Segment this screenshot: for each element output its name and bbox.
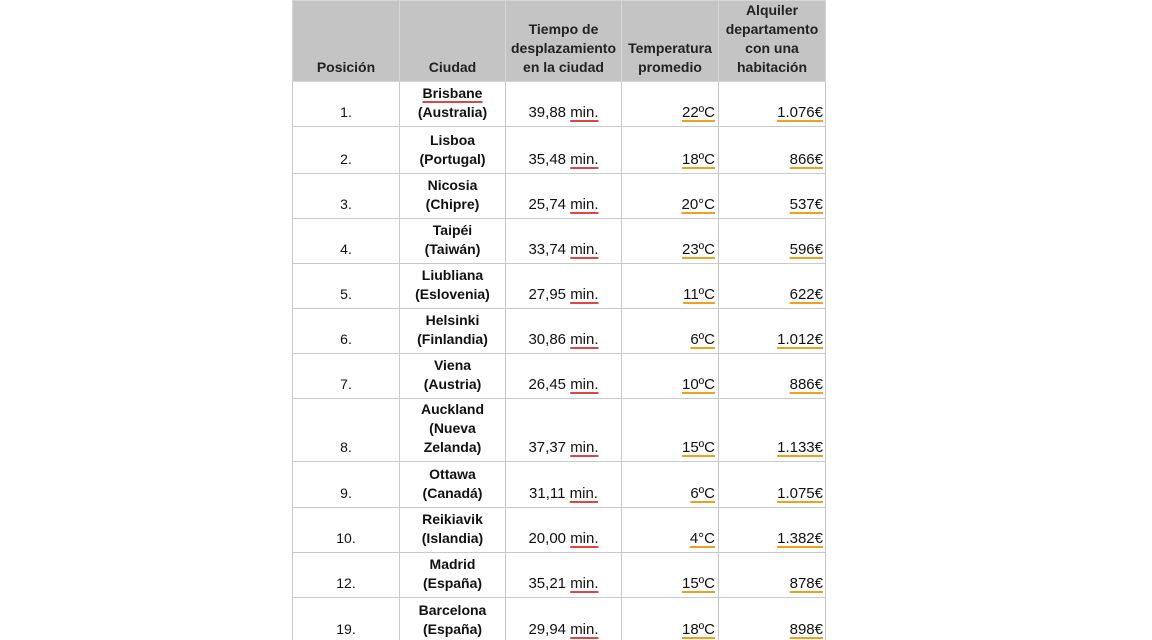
commute-unit: min. — [570, 439, 599, 456]
commute-value: 31,11 — [529, 485, 566, 502]
commute-cell[interactable] — [506, 127, 622, 174]
commute-cell[interactable] — [506, 508, 622, 553]
temperature-cell[interactable] — [622, 264, 719, 309]
rent-value: 537€ — [789, 196, 823, 213]
city-cell[interactable] — [400, 598, 506, 640]
rent-cell[interactable] — [719, 174, 826, 219]
city-country: (Islandia) — [421, 530, 484, 546]
position-cell[interactable] — [293, 354, 400, 399]
position-value: 6. — [340, 331, 352, 347]
city-country: (Taiwán) — [424, 241, 481, 257]
city-cell[interactable] — [400, 264, 506, 309]
city-country: (Nueva Zelanda) — [423, 420, 482, 455]
temperature-value: 6ºC — [690, 331, 715, 348]
temperature-value: 18ºC — [682, 621, 715, 638]
position-cell[interactable] — [293, 462, 400, 508]
commute-value: 37,37 — [528, 439, 567, 456]
commute-cell[interactable] — [506, 264, 622, 309]
temperature-cell[interactable] — [622, 354, 719, 399]
table-row — [293, 508, 826, 553]
commute-cell[interactable] — [506, 219, 622, 264]
rent-value: 1.076€ — [777, 104, 823, 121]
commute-cell[interactable] — [506, 462, 622, 508]
rent-cell[interactable] — [719, 264, 826, 309]
position-cell[interactable] — [293, 127, 400, 174]
temperature-cell[interactable] — [622, 399, 719, 462]
city-cell[interactable] — [400, 399, 506, 462]
city-name: Reikiavik — [422, 511, 483, 527]
city-cell[interactable] — [400, 462, 506, 508]
city-name: Viena — [433, 357, 472, 373]
table-row — [293, 174, 826, 219]
temperature-value: 10ºC — [682, 376, 715, 393]
commute-value: 39,88 — [528, 104, 567, 121]
table-row — [293, 127, 826, 174]
city-name: Taipéi — [432, 222, 473, 238]
header-temperature[interactable]: Temperatura promedio — [622, 1, 719, 82]
position-value: 7. — [340, 376, 352, 392]
city-name: Helsinki — [425, 312, 480, 328]
rent-value: 886€ — [789, 376, 823, 393]
commute-unit: min. — [570, 196, 599, 213]
position-value: 9. — [340, 485, 352, 501]
commute-cell[interactable] — [506, 553, 622, 598]
city-name: Barcelona — [418, 602, 487, 618]
commute-cell[interactable] — [506, 309, 622, 354]
commute-value: 33,74 — [528, 241, 567, 258]
commute-cell[interactable] — [506, 82, 622, 127]
position-cell[interactable] — [293, 553, 400, 598]
city-cell[interactable] — [400, 174, 506, 219]
commute-value: 30,86 — [528, 331, 567, 348]
position-value: 8. — [340, 439, 352, 455]
position-cell[interactable] — [293, 309, 400, 354]
rent-value: 898€ — [789, 621, 823, 638]
position-value: 3. — [340, 196, 352, 212]
table-row — [293, 264, 826, 309]
rent-value: 1.382€ — [777, 530, 823, 547]
city-name: Ottawa — [429, 466, 476, 482]
temperature-value: 18ºC — [682, 151, 715, 168]
commute-unit: min. — [570, 104, 599, 121]
table-header — [293, 1, 826, 82]
rent-cell[interactable] — [719, 354, 826, 399]
rent-cell[interactable] — [719, 82, 826, 127]
rent-cell[interactable] — [719, 127, 826, 174]
rent-value: 622€ — [789, 286, 823, 303]
position-value: 5. — [340, 286, 352, 302]
rent-cell[interactable] — [719, 598, 826, 640]
position-value: 19. — [336, 621, 356, 637]
position-value: 2. — [340, 151, 352, 167]
table-row — [293, 553, 826, 598]
temperature-cell[interactable] — [622, 508, 719, 553]
city-cell[interactable] — [400, 508, 506, 553]
temperature-value: 15ºC — [682, 439, 715, 456]
rent-cell[interactable] — [719, 553, 826, 598]
commute-unit: min. — [570, 621, 599, 638]
city-cell[interactable] — [400, 219, 506, 264]
table-row — [293, 399, 826, 462]
temperature-cell[interactable] — [622, 598, 719, 640]
city-country: (Finlandia) — [417, 331, 488, 347]
position-value: 4. — [340, 241, 352, 257]
commute-cell[interactable] — [506, 354, 622, 399]
commute-value: 29,94 — [528, 621, 567, 638]
city-name: Liubliana — [421, 267, 484, 283]
ranking-table — [292, 0, 826, 640]
header-commute[interactable]: Tiempo de desplazamiento en la ciudad — [506, 1, 622, 82]
temperature-value: 15ºC — [682, 575, 715, 592]
city-country: (Chipre) — [425, 196, 480, 212]
city-name: Nicosia — [427, 177, 478, 193]
city-cell[interactable] — [400, 127, 506, 174]
city-name: Lisboa — [429, 132, 476, 148]
table-body — [293, 82, 826, 640]
city-country: (Eslovenia) — [415, 286, 490, 302]
table-row — [293, 598, 826, 640]
rent-cell[interactable] — [719, 309, 826, 354]
position-cell[interactable] — [293, 508, 400, 553]
commute-cell[interactable] — [506, 399, 622, 462]
temperature-value: 20°C — [681, 196, 715, 213]
city-cell[interactable] — [400, 553, 506, 598]
position-cell[interactable] — [293, 219, 400, 264]
table-row — [293, 354, 826, 399]
temperature-value: 6ºC — [690, 485, 715, 502]
city-cell[interactable] — [400, 309, 506, 354]
rent-value: 878€ — [789, 575, 823, 592]
rent-value: 866€ — [789, 151, 823, 168]
temperature-cell[interactable] — [622, 553, 719, 598]
commute-cell[interactable] — [506, 174, 622, 219]
header-city[interactable]: Ciudad — [400, 1, 506, 82]
city-country: (Canadá) — [422, 485, 483, 501]
commute-unit: min. — [570, 376, 599, 393]
position-cell[interactable] — [293, 174, 400, 219]
temperature-cell[interactable] — [622, 309, 719, 354]
city-name: Auckland — [420, 401, 484, 417]
commute-unit: min. — [570, 286, 599, 303]
temperature-cell[interactable] — [622, 127, 719, 174]
table-row — [293, 462, 826, 508]
city-cell[interactable] — [400, 82, 506, 127]
temperature-value: 23ºC — [682, 241, 715, 258]
rent-cell[interactable] — [719, 508, 826, 553]
header-position[interactable]: Posición — [293, 1, 400, 82]
commute-value: 20,00 — [528, 530, 567, 547]
commute-value: 26,45 — [528, 376, 567, 393]
commute-unit: min. — [570, 151, 599, 168]
temperature-cell[interactable] — [622, 174, 719, 219]
city-country: (Australia) — [417, 104, 488, 120]
temperature-value: 22ºC — [682, 104, 715, 121]
commute-value: 35,21 — [528, 575, 567, 592]
city-country: (España) — [422, 621, 483, 637]
commute-unit: min. — [570, 241, 599, 258]
commute-unit: min. — [569, 485, 598, 502]
commute-value: 25,74 — [528, 196, 567, 213]
table-row — [293, 219, 826, 264]
temperature-cell[interactable] — [622, 462, 719, 508]
rent-value: 1.133€ — [777, 439, 823, 456]
rent-value: 1.075€ — [777, 485, 823, 502]
city-cell[interactable] — [400, 354, 506, 399]
commute-value: 35,48 — [528, 151, 567, 168]
rent-cell[interactable] — [719, 462, 826, 508]
position-value: 10. — [336, 530, 356, 546]
city-country: (Austria) — [423, 376, 482, 392]
table-row — [293, 82, 826, 127]
commute-unit: min. — [570, 575, 599, 592]
city-name: Brisbane — [422, 85, 483, 101]
header-row — [293, 1, 826, 82]
temperature-cell[interactable] — [622, 82, 719, 127]
city-name: Madrid — [429, 556, 476, 572]
rent-cell[interactable] — [719, 219, 826, 264]
position-cell[interactable] — [293, 598, 400, 640]
table-row — [293, 309, 826, 354]
city-country: (España) — [422, 575, 483, 591]
position-cell[interactable] — [293, 82, 400, 127]
commute-unit: min. — [570, 530, 599, 547]
commute-value: 27,95 — [528, 286, 567, 303]
position-cell[interactable] — [293, 264, 400, 309]
city-country: (Portugal) — [419, 151, 486, 167]
rent-cell[interactable] — [719, 399, 826, 462]
position-value: 1. — [340, 104, 352, 120]
temperature-cell[interactable] — [622, 219, 719, 264]
header-rent[interactable]: Alquiler departamento con una habitación — [719, 1, 826, 82]
rent-value: 1.012€ — [777, 331, 823, 348]
commute-unit: min. — [570, 331, 599, 348]
commute-cell[interactable] — [506, 598, 622, 640]
rent-value: 596€ — [789, 241, 823, 258]
temperature-value: 11ºC — [683, 286, 715, 303]
temperature-value: 4°C — [689, 530, 715, 547]
position-cell[interactable] — [293, 399, 400, 462]
position-value: 12. — [336, 575, 356, 591]
